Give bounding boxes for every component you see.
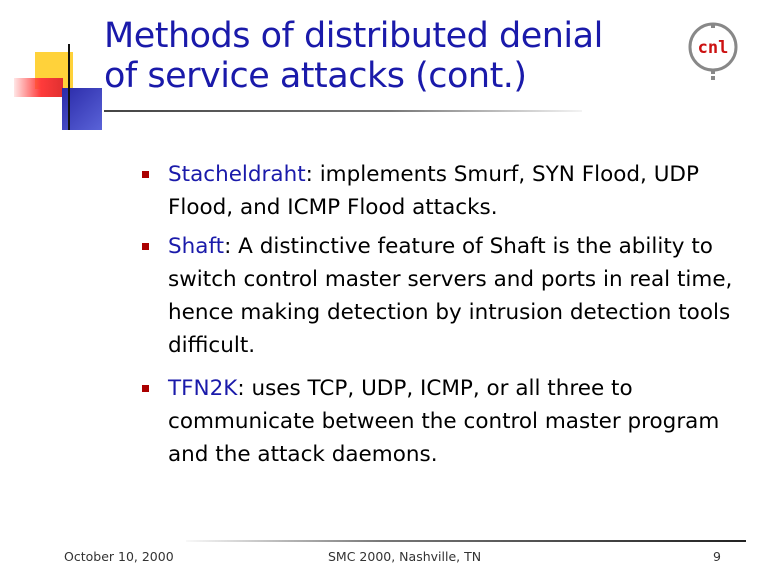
- footer-date: October 10, 2000: [64, 549, 174, 564]
- bullet-text: : implements Smurf, SYN Flood, UDP Flood, and ICMP Flood attacks.: [168, 162, 699, 220]
- bullet-marker: [142, 385, 149, 392]
- slide-title-line-1: Methods of distributed denial: [104, 16, 603, 56]
- bullet-list: [140, 158, 740, 477]
- bullet-text: : uses TCP, UDP, ICMP, or all three to communicate between the control master program and the attack daemons.: [168, 376, 720, 467]
- cnl-logo-icon: [683, 20, 745, 82]
- bullet-marker: [142, 243, 149, 250]
- bullet-marker: [142, 171, 149, 178]
- title-underline: [104, 110, 582, 112]
- bullet-item-tfn2k: [140, 372, 740, 471]
- footer-divider: [186, 540, 746, 542]
- bullet-text: : A distinctive feature of Shaft is the ability to switch control master servers and ports in real time, hence making detection by intrusion detection tools difficult.: [168, 234, 733, 358]
- bullet-item-stacheldraht: [140, 158, 740, 224]
- decor-vertical-line: [68, 44, 70, 130]
- decor-red-block: [14, 78, 63, 97]
- footer-page-number: 9: [713, 549, 721, 564]
- slide-title: [104, 16, 664, 96]
- bullet-term: Stacheldraht: [168, 162, 306, 187]
- bullet-term: Shaft: [168, 234, 225, 259]
- slide-title-line-2: of service attacks (cont.): [104, 56, 527, 96]
- logo-text: cnl: [697, 38, 729, 58]
- footer-event: SMC 2000, Nashville, TN: [328, 549, 482, 564]
- bullet-term: TFN2K: [168, 376, 238, 401]
- bullet-item-shaft: [140, 230, 740, 362]
